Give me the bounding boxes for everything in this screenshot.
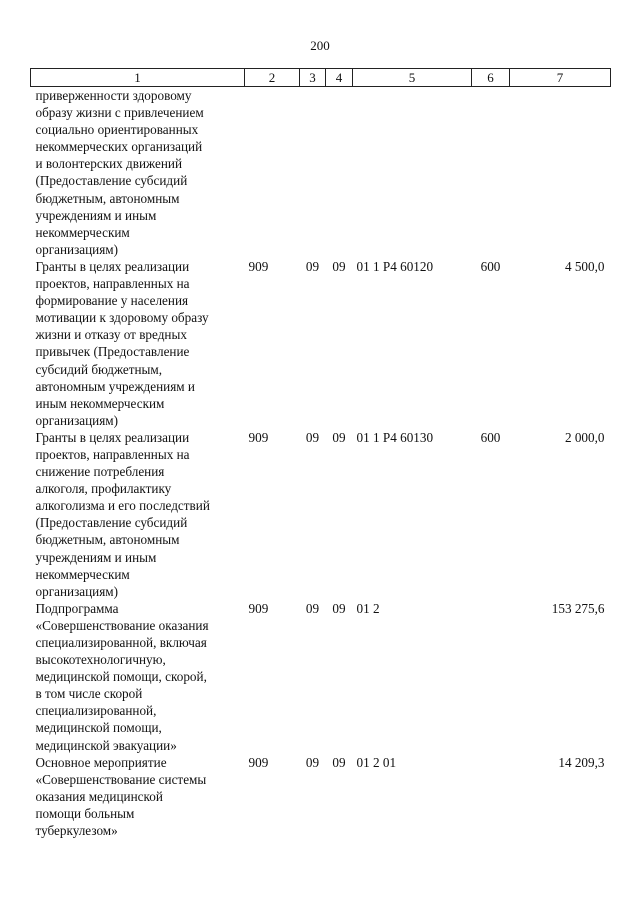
amount-cell: 2 000,0 bbox=[564, 429, 605, 445]
section-cell bbox=[300, 87, 326, 258]
ministry-code-cell: 909 bbox=[248, 429, 269, 445]
column-header-6: 6 bbox=[472, 69, 510, 87]
row-name-cell bbox=[31, 258, 245, 429]
row-name: приверженности здоровому образу жизни с привлечением социально ориентированных некоммерческих организаций и волонтерских движений (Предоставление субсидий бюджетным, автономным учреждениям и иным некоммерческим организациям) bbox=[35, 88, 204, 257]
column-header-7: 7 bbox=[510, 69, 611, 87]
ministry-code-cell bbox=[245, 87, 300, 258]
target-article-cell: 01 1 Р4 60130 bbox=[356, 429, 434, 445]
section-cell: 09 bbox=[305, 429, 320, 445]
row-name: Гранты в целях реализации проектов, направленных на формирование у населения мотивации к здоровому образу жизни и отказу от вредных привычек (Предоставление субсидий бюджетным, автономным учреждениям и иным некоммерческим организациям) bbox=[35, 258, 209, 428]
section-cell: 09 bbox=[305, 258, 320, 274]
subsection-cell: 09 bbox=[332, 600, 346, 616]
subsection-cell: 09 bbox=[332, 258, 346, 274]
target-article-cell: 01 1 Р4 60120 bbox=[356, 258, 434, 274]
page-number: 200 bbox=[310, 38, 330, 53]
expense-type-cell: 600 bbox=[480, 429, 501, 445]
row-name-cell bbox=[31, 429, 245, 600]
column-header-1: 1 bbox=[31, 69, 245, 87]
amount-cell: 4 500,0 bbox=[564, 258, 605, 274]
expense-type-cell: 600 bbox=[480, 258, 501, 274]
table-row bbox=[31, 87, 611, 258]
column-header-3: 3 bbox=[300, 69, 326, 87]
ministry-code-cell: 909 bbox=[248, 754, 269, 770]
row-name-cell bbox=[31, 87, 245, 258]
table-row bbox=[31, 258, 611, 429]
target-article-cell bbox=[353, 87, 472, 258]
row-name: Основное мероприятие «Совершенствование системы оказания медицинской помощи больным туберкулезом» bbox=[35, 754, 207, 839]
row-name: Подпрограмма «Совершенствование оказания специализированной, включая высокотехнологичную, медицинской помощи, скорой, в том числе скорой специализированной, медицинской помощи, медицинской эвакуации» bbox=[35, 600, 209, 753]
target-article-cell: 01 2 bbox=[356, 600, 380, 616]
column-header-5: 5 bbox=[353, 69, 472, 87]
target-article-cell: 01 2 01 bbox=[356, 754, 397, 770]
subsection-cell: 09 bbox=[332, 754, 346, 770]
row-name: Гранты в целях реализации проектов, направленных на снижение потребления алкоголя, профилактику алкоголизма и его последствий (Предоставление субсидий бюджетным, автономным учреждениям и иным некоммерческим организациям) bbox=[35, 429, 210, 599]
section-cell: 09 bbox=[305, 600, 320, 616]
table-row bbox=[31, 754, 611, 839]
amount-cell: 153 275,6 bbox=[551, 600, 605, 616]
section-cell: 09 bbox=[305, 754, 320, 770]
table-row bbox=[31, 600, 611, 754]
row-name-cell bbox=[31, 754, 245, 839]
column-header-2: 2 bbox=[245, 69, 300, 87]
ministry-code-cell: 909 bbox=[248, 258, 269, 274]
column-header-4: 4 bbox=[326, 69, 353, 87]
amount-cell: 14 209,3 bbox=[558, 754, 605, 770]
ministry-code-cell: 909 bbox=[248, 600, 269, 616]
amount-cell bbox=[510, 87, 611, 258]
expense-type-cell bbox=[472, 87, 510, 258]
budget-table bbox=[30, 68, 611, 839]
subsection-cell bbox=[326, 87, 353, 258]
table-row bbox=[31, 429, 611, 600]
expense-type-cell bbox=[472, 754, 510, 839]
row-name-cell bbox=[31, 600, 245, 754]
header-row bbox=[31, 69, 611, 87]
expense-type-cell bbox=[472, 600, 510, 754]
subsection-cell: 09 bbox=[332, 429, 346, 445]
